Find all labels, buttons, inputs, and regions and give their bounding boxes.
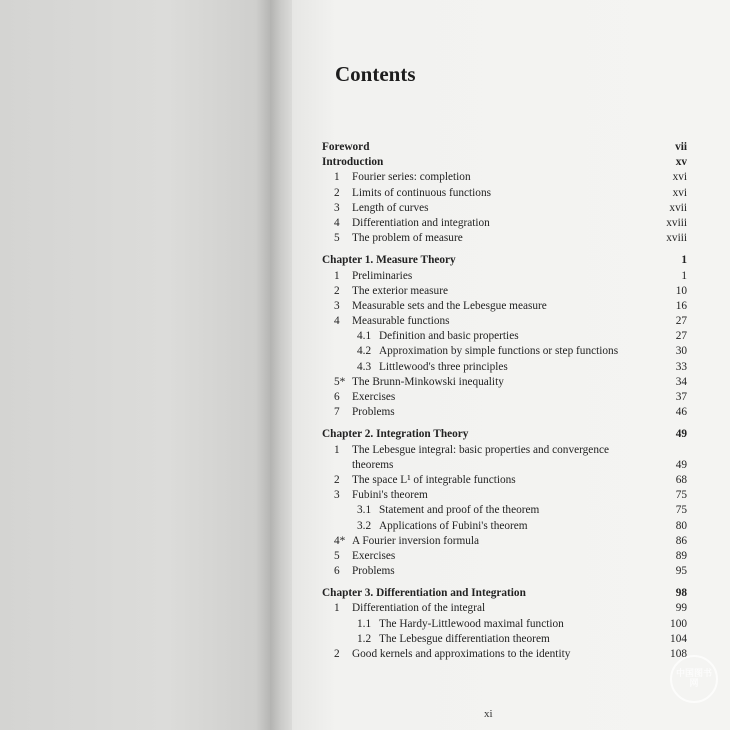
- toc-entry-label: The Hardy-Littlewood maximal function: [379, 617, 564, 630]
- toc-entry-number: 4*: [334, 534, 346, 547]
- toc-entry-number: 2: [334, 284, 340, 297]
- toc-sub-row: [322, 329, 687, 344]
- toc-page-number: xv: [675, 156, 687, 169]
- toc-section-row: [322, 140, 687, 155]
- watermark-stamp: 中国图书网: [670, 655, 718, 703]
- toc-page-number: 100: [670, 617, 687, 630]
- toc-entry-number: 6: [334, 565, 340, 578]
- toc-spacer: [322, 246, 687, 253]
- toc-entry-number: 5*: [334, 375, 346, 388]
- toc-entry-label: Limits of continuous functions: [352, 186, 492, 199]
- toc-page-number: 86: [675, 534, 687, 547]
- toc-entry-label: Differentiation of the integral: [352, 602, 486, 615]
- toc-entry-label: theorems: [352, 458, 394, 471]
- toc-entry-label: Measurable functions: [352, 315, 450, 328]
- toc-entry-row: [322, 390, 687, 405]
- toc-entry-number: 1.1: [357, 617, 372, 630]
- toc-entry-label: Length of curves: [352, 201, 429, 214]
- toc-entry-row: [322, 284, 687, 299]
- toc-page-number: 49: [675, 458, 687, 471]
- toc-page-number: xviii: [666, 216, 687, 229]
- left-page: [0, 0, 278, 730]
- toc-entry-number: 1: [334, 443, 340, 456]
- toc-entry-number: 2: [334, 186, 340, 199]
- toc-entry-label: The Lebesgue differentiation theorem: [379, 632, 550, 645]
- toc-entry-label: Littlewood's three principles: [379, 360, 508, 373]
- toc-section-row: [322, 253, 687, 268]
- toc-page-number: 75: [675, 489, 687, 502]
- toc-entry-number: 2: [334, 473, 340, 486]
- toc-cont-row: [322, 458, 687, 473]
- toc-entry-row: [322, 473, 687, 488]
- toc-page-number: 104: [670, 632, 687, 645]
- toc-entry-row: [322, 186, 687, 201]
- toc-entry-label: The space L¹ of integrable functions: [352, 473, 516, 486]
- toc-page-number: 33: [675, 360, 687, 373]
- toc-page-number: 30: [675, 345, 687, 358]
- toc-sub-row: [322, 360, 687, 375]
- toc-section-row: [322, 427, 687, 442]
- toc-entry-label: Fubini's theorem: [352, 489, 428, 502]
- toc-entry-label: The exterior measure: [352, 284, 448, 297]
- toc-entry-row: [322, 269, 687, 284]
- toc-entry-label: Chapter 1. Measure Theory: [322, 254, 456, 267]
- toc-page-number: 1: [681, 254, 687, 267]
- toc-page-number: 95: [675, 565, 687, 578]
- toc-entry-row: [322, 549, 687, 564]
- toc-entry-label: Measurable sets and the Lebesgue measure: [352, 299, 547, 312]
- toc-sub-row: [322, 632, 687, 647]
- toc-page-number: 108: [670, 648, 687, 660]
- toc-page-number: vii: [675, 141, 687, 153]
- toc-entry-number: 4.1: [357, 330, 372, 343]
- toc-entry-row: [322, 216, 687, 231]
- toc-page-number: 80: [675, 519, 687, 532]
- toc-entry-row: [322, 201, 687, 216]
- toc-entry-number: 6: [334, 391, 340, 403]
- toc-entry-label: Exercises: [352, 549, 396, 562]
- toc-entry-number: 5: [334, 549, 340, 562]
- toc-entry-label: Fourier series: completion: [352, 171, 471, 184]
- toc-entry-row: [322, 170, 687, 185]
- toc-entry-number: 1: [334, 269, 340, 282]
- toc-page-number: 27: [675, 315, 687, 328]
- toc-entry-label: Problems: [352, 406, 395, 419]
- toc-page-number: 1: [681, 269, 687, 282]
- toc-page-number: xvi: [672, 171, 687, 184]
- toc-sub-row: [322, 344, 687, 359]
- toc-entry-number: 1.2: [357, 632, 372, 645]
- toc-page-number: xvii: [669, 201, 687, 214]
- page-title: Contents: [335, 62, 416, 86]
- toc-entry-label: Differentiation and integration: [352, 216, 490, 229]
- toc-entry-label: Definition and basic properties: [379, 330, 519, 343]
- toc-entry-row: [322, 299, 687, 314]
- toc-entry-number: 4.2: [357, 345, 372, 358]
- toc-entry-number: 5: [334, 232, 340, 245]
- toc-entry-label: Applications of Fubini's theorem: [379, 519, 528, 532]
- toc-entry-label: Statement and proof of the theorem: [379, 504, 540, 517]
- toc-entry-label: Preliminaries: [352, 269, 413, 282]
- toc-page-number: 27: [675, 330, 687, 343]
- toc-entry-label: A Fourier inversion formula: [352, 534, 480, 547]
- toc-sub-row: [322, 503, 687, 518]
- toc-entry-label: Introduction: [322, 156, 384, 169]
- toc-entry-row: [322, 534, 687, 549]
- toc-page-number: 46: [675, 406, 687, 419]
- toc-page-number: 34: [675, 375, 687, 388]
- toc-sub-row: [322, 519, 687, 534]
- toc-page-number: xvi: [672, 186, 687, 199]
- toc-entry-number: 7: [334, 406, 340, 419]
- toc-entry-row: [322, 314, 687, 329]
- toc-entry-number: 3.1: [357, 504, 372, 517]
- table-of-contents: [322, 140, 687, 662]
- toc-entry-label: Good kernels and approximations to the identity: [352, 648, 571, 660]
- toc-entry-number: 1: [334, 602, 340, 615]
- toc-entry-label: Problems: [352, 565, 395, 578]
- toc-spacer: [322, 420, 687, 427]
- toc-entry-label: Exercises: [352, 391, 396, 403]
- toc-entry-label: The Brunn-Minkowski inequality: [352, 375, 504, 388]
- toc-entry-number: 3.2: [357, 519, 372, 532]
- toc-sub-row: [322, 617, 687, 632]
- toc-entry-label: Foreword: [322, 141, 370, 153]
- toc-entry-number: 4.3: [357, 360, 372, 373]
- toc-entry-row: [322, 375, 687, 390]
- toc-page-number: xviii: [666, 232, 687, 245]
- toc-entry-row: [322, 488, 687, 503]
- toc-spacer: [322, 579, 687, 586]
- toc-entry-label: The Lebesgue integral: basic properties and convergence: [352, 443, 609, 456]
- toc-entry-number: 3: [334, 489, 340, 502]
- toc-page-number: 49: [675, 428, 687, 441]
- toc-entry-label: Chapter 3. Differentiation and Integration: [322, 587, 526, 600]
- toc-entry-label: Chapter 2. Integration Theory: [322, 428, 469, 441]
- toc-page-number: 68: [675, 473, 687, 486]
- toc-entry-row: [322, 405, 687, 420]
- toc-entry-row: [322, 647, 687, 662]
- toc-entry-number: 3: [334, 299, 340, 312]
- toc-entry-number: 4: [334, 216, 340, 229]
- toc-entry-label: Approximation by simple functions or step functions: [379, 345, 619, 358]
- toc-page-number: 37: [675, 391, 687, 403]
- toc-page-number: 99: [675, 602, 687, 615]
- toc-section-row: [322, 586, 687, 601]
- toc-entry-number: 2: [334, 648, 340, 660]
- toc-entry-label: The problem of measure: [352, 232, 463, 245]
- toc-entry-row: [322, 231, 687, 246]
- toc-entry-row: [322, 601, 687, 616]
- toc-page-number: 75: [675, 504, 687, 517]
- toc-entry-row: [322, 443, 687, 458]
- page-number: xi: [484, 708, 493, 720]
- toc-entry-row: [322, 564, 687, 579]
- toc-page-number: 10: [675, 284, 687, 297]
- toc-section-row: [322, 155, 687, 170]
- toc-page-number: 98: [675, 587, 687, 600]
- toc-entry-number: 4: [334, 315, 340, 328]
- toc-page-number: 89: [675, 549, 687, 562]
- toc-page-number: 16: [675, 299, 687, 312]
- toc-entry-number: 1: [334, 171, 340, 184]
- toc-entry-number: 3: [334, 201, 340, 214]
